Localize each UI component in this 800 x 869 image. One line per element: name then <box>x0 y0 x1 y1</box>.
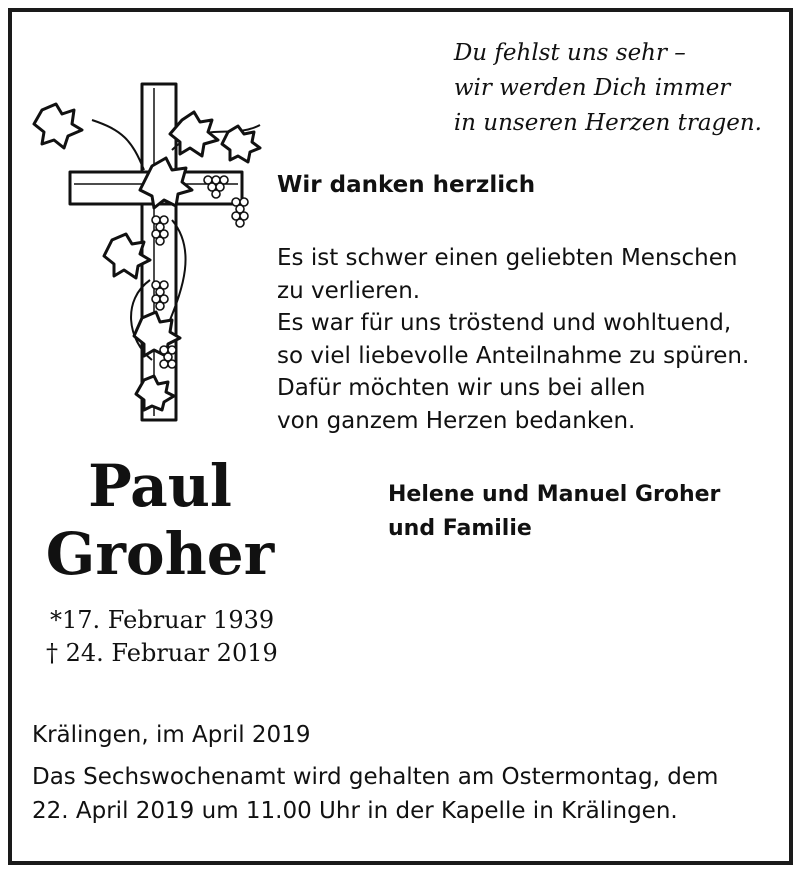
motto-line: in unseren Herzen tragen. <box>453 110 762 136</box>
death-date: † 24. Februar 2019 <box>46 639 278 667</box>
last-name: Groher <box>45 520 275 588</box>
thanks-line: Es war für uns tröstend und wohltuend, <box>277 310 732 336</box>
motto <box>454 36 762 141</box>
notice-line: 22. April 2019 um 11.00 Uhr in der Kapelle in Krälingen. <box>32 798 678 824</box>
signer-family: und Familie <box>388 516 532 541</box>
thanks-line: von ganzem Herzen bedanken. <box>277 407 636 434</box>
signer-names: Helene und Manuel Groher <box>388 482 721 507</box>
thanks-line: zu verlieren. <box>277 277 421 304</box>
motto-line: wir werden Dich immer <box>453 75 731 101</box>
thanks-line: Es ist schwer einen geliebten Menschen <box>277 245 738 271</box>
mass-notice <box>32 760 718 828</box>
first-name: Paul <box>88 452 232 520</box>
notice-line: Das Sechswochenamt wird gehalten am Ostermontag, dem <box>32 764 719 790</box>
thanks-line: Dafür möchten wir uns bei allen <box>277 375 646 401</box>
deceased-name <box>30 452 290 588</box>
place-date: Krälingen, im April 2019 <box>32 722 311 748</box>
signer <box>388 478 720 546</box>
life-dates <box>46 604 278 670</box>
cross-with-grapevine-icon <box>32 80 272 425</box>
thanks-line: so viel liebevolle Anteilnahme zu spüren. <box>277 342 750 369</box>
thanks-text <box>277 242 749 437</box>
birth-date: *17. Februar 1939 <box>50 606 275 634</box>
thanks-heading: Wir danken herzlich <box>277 172 536 198</box>
motto-line: Du fehlst uns sehr – <box>453 40 686 66</box>
